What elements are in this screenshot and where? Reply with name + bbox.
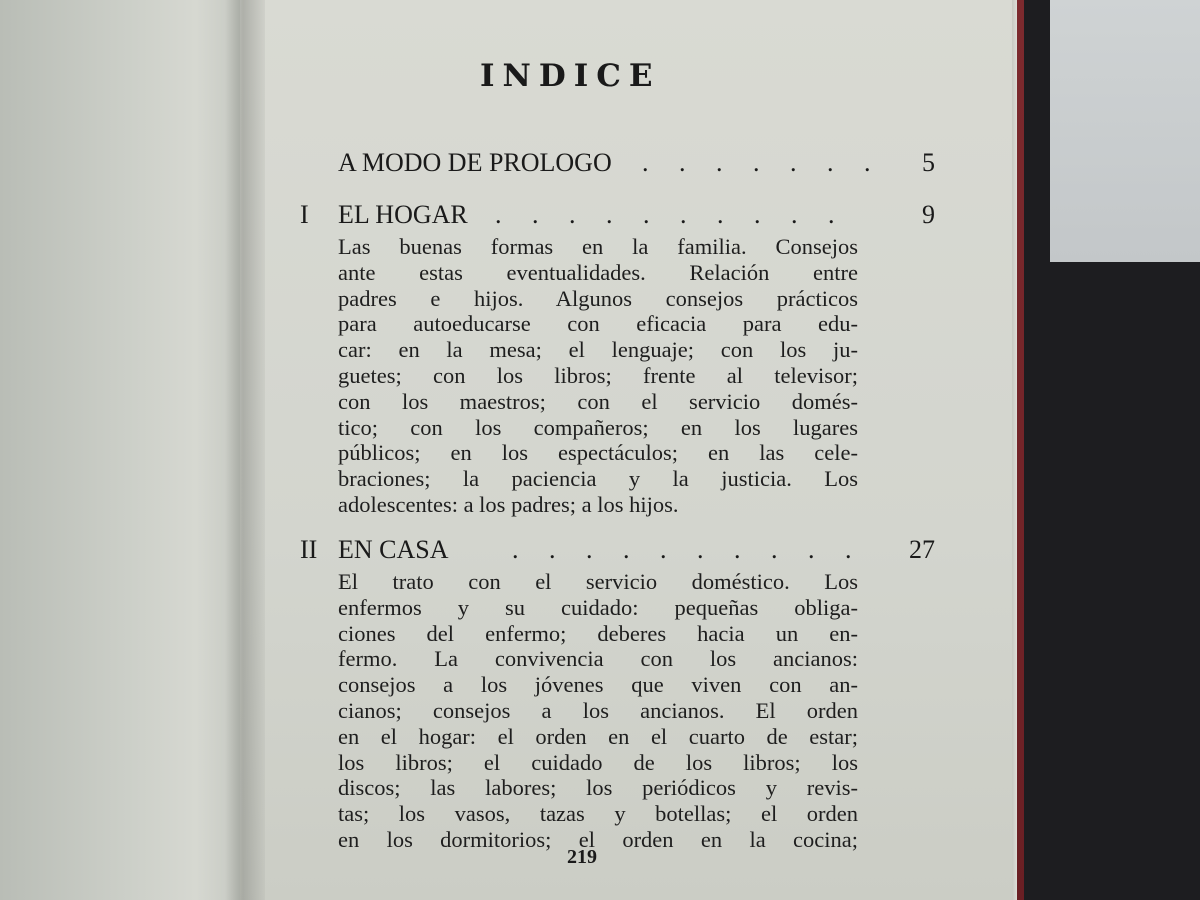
index-title: INDICE [480, 58, 661, 94]
description-line: con los maestros; con el servicio domés- [338, 388, 858, 414]
chapter-page: 9 [922, 200, 935, 229]
chapter-page: 27 [909, 535, 935, 564]
description-line: car: en la mesa; el lenguaje; con los ju- [338, 337, 858, 363]
description-line: braciones; la paciencia y la justicia. Los [338, 466, 858, 492]
description-line: cianos; consejos a los ancianos. El orden [338, 697, 858, 723]
prologue-entry [300, 148, 935, 182]
book-cover-edge [1017, 0, 1024, 900]
chapter-title: EN CASA [338, 535, 449, 564]
description-line: en el hogar: el orden en el cuarto de estar; [338, 723, 858, 749]
description-line: enfermos y su cuidado: pequeñas obliga- [338, 594, 858, 620]
description-line: ante estas eventualidades. Relación entre [338, 259, 858, 285]
description-line: tico; con los compañeros; en los lugares [338, 414, 858, 440]
description-line: consejos a los jóvenes que viven con an- [338, 672, 858, 698]
prologue-page: 5 [922, 148, 935, 177]
description-line: padres e hijos. Algunos consejos prácticos [338, 285, 858, 311]
chapter-entry [300, 535, 935, 853]
description-line: ciones del enfermo; deberes hacia un en- [338, 620, 858, 646]
chapter-description [338, 569, 858, 853]
description-line: Las buenas formas en la familia. Consejos [338, 234, 858, 259]
chapter-description [338, 234, 858, 518]
description-line: fermo. La convivencia con los ancianos: [338, 646, 858, 672]
prologue-leader-dots: . . . . . . . [642, 148, 883, 177]
description-line: El trato con el servicio doméstico. Los [338, 569, 858, 594]
description-line: adolescentes: a los padres; a los hijos. [338, 491, 679, 517]
description-line: para autoeducarse con eficacia para edu- [338, 311, 858, 337]
chapter-entry [300, 200, 935, 518]
book-gutter [225, 0, 265, 900]
description-line: en los dormitorios; el orden en la cocina; [338, 826, 858, 852]
description-line: discos; las labores; los periódicos y revis- [338, 775, 858, 801]
description-line: públicos; en los espectáculos; en las cele- [338, 440, 858, 466]
description-line: los libros; el cuidado de los libros; los [338, 749, 858, 775]
chapter-title: EL HOGAR [338, 200, 468, 229]
light-background [1050, 0, 1200, 262]
description-line: guetes; con los libros; frente al televisor; [338, 362, 858, 388]
page-number: 219 [567, 846, 597, 868]
left-page [0, 0, 245, 900]
description-line: tas; los vasos, tazas y botellas; el orden [338, 801, 858, 827]
chapter-leader-dots: . . . . . . . . . . [512, 535, 864, 564]
chapter-number: I [300, 200, 309, 229]
prologue-title: A MODO DE PROLOGO [338, 148, 612, 177]
chapter-leader-dots: . . . . . . . . . . [495, 200, 847, 229]
chapter-number: II [300, 535, 318, 564]
